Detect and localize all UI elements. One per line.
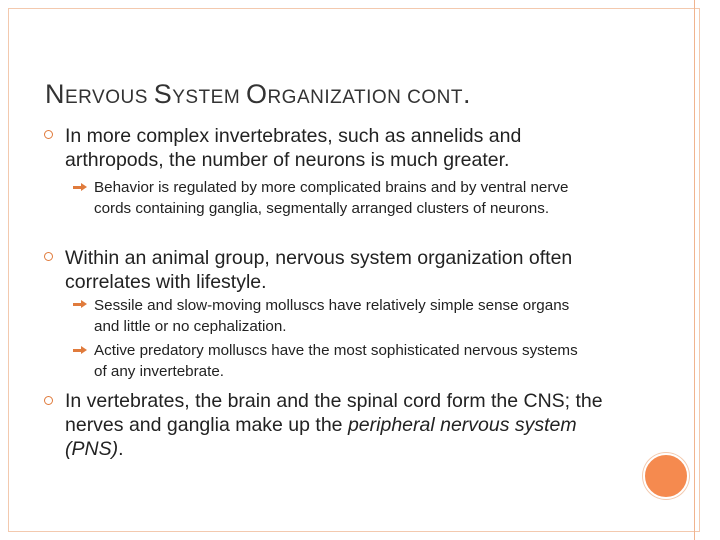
bullet-text-italic: peripheral nervous system (PNS) [65, 414, 577, 460]
title-part: N [45, 79, 65, 109]
bullet-item: Within an animal group, nervous system organization often correlates with lifestyle. [65, 247, 573, 293]
sub-bullet-arrow-icon [73, 300, 87, 309]
title-part: S [153, 79, 173, 109]
sub-bullet-arrow-icon [73, 183, 87, 192]
title-part: YSTEM [172, 87, 246, 108]
sub-bullet-item: Active predatory molluscs have the most sophisticated nervous systems of any invertebrate. [94, 342, 578, 380]
bullet-text: . [118, 438, 124, 460]
bullet-text: In vertebrates, the brain and the spinal cord form the CNS; the nerves and ganglia make up the [65, 390, 603, 436]
title-part: . [463, 79, 472, 109]
bullet-marker-icon [44, 396, 53, 405]
sub-bullet-item: Sessile and slow-moving molluscs have relatively simple sense organs and little or no cephalization. [94, 297, 570, 335]
sub-bullet-item: Behavior is regulated by more complicated brains and by ventral nerve cords containing ganglia, segmentally arranged clusters of neurons. [94, 179, 569, 217]
title-part: ERVOUS [65, 87, 154, 108]
bullet-marker-icon [44, 252, 53, 261]
bullet-marker-icon [44, 130, 53, 139]
title-part: RGANIZATION CONT [267, 87, 463, 108]
sub-bullet-arrow-icon [73, 346, 87, 355]
bullet-item [65, 389, 625, 461]
bullet-item: In more complex invertebrates, such as annelids and arthropods, the number of neurons is much greater. [65, 125, 522, 171]
title-part: O [245, 79, 268, 109]
